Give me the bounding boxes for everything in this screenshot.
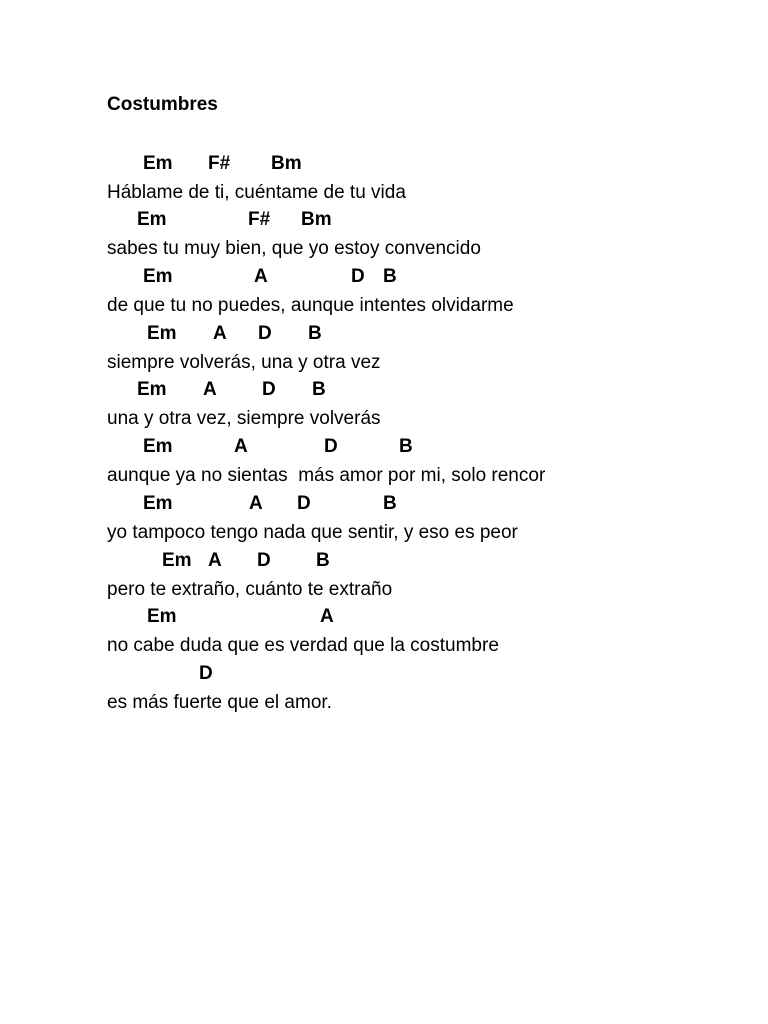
chord-label: A [249,493,263,514]
chord-label: Em [143,266,173,287]
lyric-line: de que tu no puedes, aunque intentes olvidarme [107,295,514,316]
chord-label: B [316,550,330,571]
chord-label: A [320,606,334,627]
chord-label: D [257,550,271,571]
verse-line [107,606,727,663]
chord-label: A [254,266,268,287]
chord-label: Em [162,550,192,571]
chord-label: B [383,493,397,514]
verse-line [107,323,727,380]
chord-label: Em [137,209,167,230]
lyric-line: yo tampoco tengo nada que sentir, y eso es peor [107,522,518,543]
chord-label: B [399,436,413,457]
chord-label: A [213,323,227,344]
song-title: Costumbres [107,94,218,115]
chord-label: Bm [271,153,302,174]
lyric-line: Háblame de ti, cuéntame de tu vida [107,182,406,203]
chord-label: D [199,663,213,684]
verse-line [107,663,727,720]
verse-line [107,379,727,436]
chord-label: Bm [301,209,332,230]
verse-line [107,493,727,550]
chord-label: Em [143,493,173,514]
lyric-line: aunque ya no sientas más amor por mi, solo rencor [107,465,546,486]
chord-label: Em [143,436,173,457]
chord-label: D [351,266,365,287]
chord-label: D [324,436,338,457]
lyric-line: pero te extraño, cuánto te extraño [107,579,393,600]
chord-label: Em [137,379,167,400]
lyric-line: es más fuerte que el amor. [107,692,332,713]
lyric-line: no cabe duda que es verdad que la costumbre [107,635,499,656]
chord-label: Em [143,153,173,174]
chord-label: A [234,436,248,457]
lyric-line: siempre volverás, una y otra vez [107,352,381,373]
chord-label: B [383,266,397,287]
chord-label: Em [147,323,177,344]
lyric-line: una y otra vez, siempre volverás [107,408,381,429]
chord-label: D [262,379,276,400]
verse-line [107,209,727,266]
verse-line [107,436,727,493]
chord-label: A [208,550,222,571]
verse-line [107,153,727,210]
chord-label: Em [147,606,177,627]
lyric-line: sabes tu muy bien, que yo estoy convencido [107,238,481,259]
chord-label: F# [248,209,271,230]
chord-label: D [258,323,272,344]
chord-label: B [312,379,326,400]
chord-label: D [297,493,311,514]
chord-label: A [203,379,217,400]
chord-label: F# [208,153,231,174]
verse-line [107,266,727,323]
verse-line [107,550,727,607]
chord-label: B [308,323,322,344]
